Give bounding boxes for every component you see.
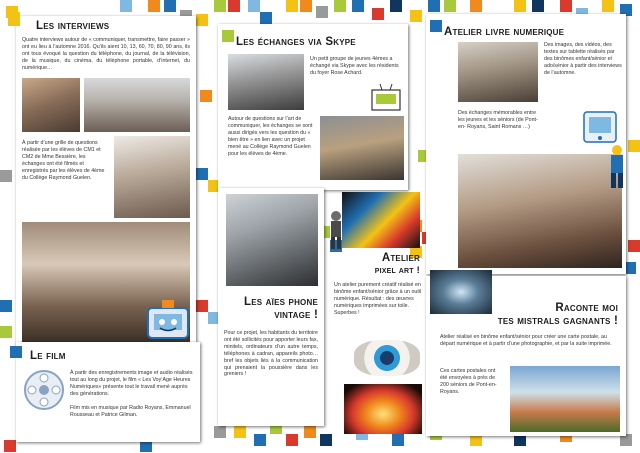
interviews-panel — [16, 16, 196, 346]
pixel-panel — [326, 192, 422, 438]
mistrals-text-2: Ces cartes postales ont été envoyées à près de 200 séniors de Pont-en-Royans. — [440, 368, 497, 395]
interviews-photo-2 — [84, 78, 190, 132]
skype-text-1: Un petit groupe de jeunes 4èmes a échangé via Skype avec les résidents du foyer Rose Achard. — [310, 56, 399, 76]
skype-photo-1 — [228, 54, 304, 110]
livre-text-2: Des échanges mémorables entre les jeunes et les séniors (de Pont-en- Royans, Saint Romans …) — [458, 110, 538, 130]
mistrals-text-1: Atelier réalisé en binôme enfant/sénior pour créer une carte postale, au départ numérique et à partir d’une photographie, et par la suite imprimée. — [440, 334, 612, 347]
pixel-text: Un atelier purement créatif réalisé en binôme enfant/sénior grâce à un outil numérique. Résultat : des œuvres numériques imprimées sur toile. Superbes ! — [334, 282, 422, 316]
figure-illustration-icon-2 — [606, 144, 628, 190]
interviews-title: Les interviews — [36, 20, 110, 32]
skype-title: Les échanges via Skype — [236, 36, 356, 48]
phone-title-line-1: Les aïes phone — [243, 296, 318, 308]
film-reel-icon — [22, 368, 66, 412]
pixel-photo-eye — [354, 340, 420, 376]
pixel-photo-bird — [342, 192, 420, 248]
interviews-intro: Quatre interviews autour de « communiquer, transmettre, faire passer » ont eu lieu à l’automne 2016. Qu’ils aient 10, 13, 60, 70, 80, 90 ans, ils ont tous évoqué la question du téléphone, du journal, de la télévision, de la musique, du cinéma, du téléphone portable, d’internet, du numérique… — [22, 37, 190, 71]
livre-title: Atelier livre numerique — [444, 26, 565, 38]
pixel-photo-fire — [344, 384, 422, 434]
film-text-2: Film mis en musique par Radio Royans, Emmanuel Rousseau et Patrice Gilman. — [70, 405, 191, 418]
skype-photo-2 — [320, 116, 404, 180]
retro-robot-icon — [142, 298, 194, 346]
mistrals-photo-1 — [430, 270, 492, 314]
livre-panel — [426, 14, 626, 274]
tablet-doodle-icon — [578, 108, 622, 148]
mistrals-title-line-2: tes mistrals gagnants ! — [497, 315, 618, 327]
phone-photo — [226, 194, 318, 286]
interviews-photo-3 — [114, 136, 190, 218]
skype-panel — [218, 24, 408, 190]
figure-illustration-icon — [326, 210, 346, 250]
retro-robot-icon-2 — [368, 84, 404, 114]
film-text-1: À partir des enregistrements image et audio réalisés tout au long du projet, le film « Les Voy’Age Heures Numériques» présente tout le travail mené auprès des générations. — [70, 370, 193, 397]
phone-title-line-2: vintage ! — [274, 309, 318, 321]
pixel-title-line-2: pixel art ! — [374, 265, 420, 276]
film-title: Le film — [30, 350, 66, 362]
phone-text: Pour ce projet, les habitants du territoire ont été sollicités pour apporter leurs fax, minitels, ordinateurs d’un autre temps, téléphones à cadran, appareils photo… bref les objets liés à la communication qui prenaient la poussière dans les greniers ! — [224, 330, 318, 378]
mistrals-title-line-1: Raconte moi — [555, 302, 618, 314]
skype-text-2: Autour de questions sur l’art de communiquer, les échanges se sont aussi dirigés vers les question du « bien être » en lien avec un projet mené au Collège Raymond Guelen pour les élèves de 4ème. — [228, 116, 313, 157]
interviews-caption: À partir d’une grille de questions réalisée par les élèves de CM1 et CM2 de Mme Bessière, les échanges ont été filmés et enregistrés par les élèves de 4ème du Collège Raymond Guelen. — [22, 140, 105, 181]
phone-panel-box — [218, 188, 324, 426]
mistrals-panel — [426, 276, 626, 436]
livre-text-1: Des images, des vidéos, des textes sur tablette réalisés par des binômes enfant/sénior et ado/sénior à partir des interviews de l’automne. — [544, 42, 622, 76]
livre-photo-1 — [458, 42, 538, 102]
livre-photo-2 — [458, 154, 622, 268]
pixel-title-line-1: Atelier — [381, 252, 420, 264]
mistrals-photo-2 — [510, 366, 620, 432]
film-panel — [16, 342, 200, 442]
interviews-photo-1 — [22, 78, 80, 132]
